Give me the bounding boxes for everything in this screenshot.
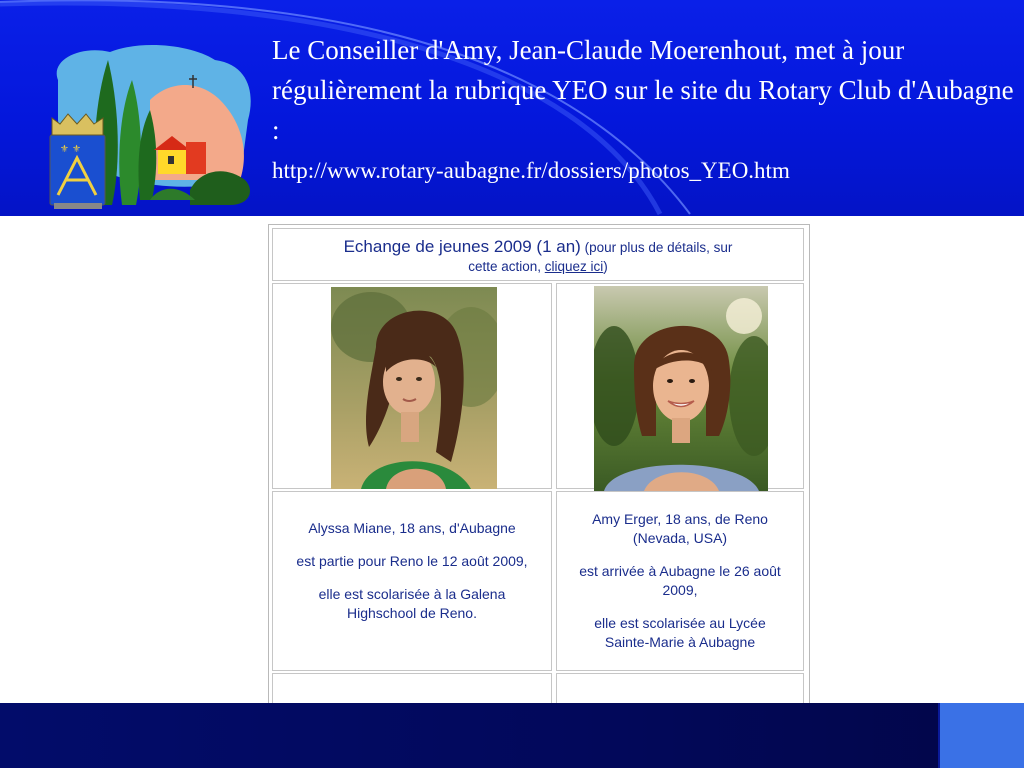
footer-accent-square: [940, 703, 1024, 768]
slide-heading: Le Conseiller d'Amy, Jean-Claude Moerenhout, met à jour régulièrement la rubrique YEO sur le site du Rotary Club d'Aubagne :: [272, 35, 1014, 145]
table-title-note: (pour plus de détails, sur: [580, 240, 733, 255]
bio-alyssa-line2: est partie pour Reno le 12 août 2009,: [296, 553, 528, 569]
table-title-note-suffix: ): [603, 259, 608, 274]
photo-cell-amy: [556, 283, 804, 489]
empty-cell-right: [556, 673, 804, 706]
svg-text:⚜ ⚜: ⚜ ⚜: [60, 144, 82, 155]
table-title-cell: [272, 228, 804, 281]
web-table: [268, 224, 810, 706]
bio-cell-amy: [556, 491, 804, 671]
bio-amy-line2: est arrivée à Aubagne le 26 août 2009,: [579, 563, 781, 598]
aubagne-coat-of-arms-logo: [40, 40, 265, 215]
empty-cell-left: [272, 673, 552, 706]
slide-header: [0, 0, 1024, 216]
bio-alyssa-line1: Alyssa Miane, 18 ans, d'Aubagne: [308, 520, 516, 536]
portrait-amy-photo: [594, 286, 768, 491]
bio-amy-line3: elle est scolarisée au Lycée Sainte-Marie à Aubagne: [594, 615, 766, 650]
bio-amy-line1: Amy Erger, 18 ans, de Reno (Nevada, USA): [592, 511, 768, 546]
table-title: Echange de jeunes 2009 (1 an): [343, 237, 581, 256]
slide-url: http://www.rotary-aubagne.fr/dossiers/photos_YEO.htm: [272, 158, 790, 183]
photo-cell-alyssa: [272, 283, 552, 489]
details-link[interactable]: cliquez ici: [544, 259, 604, 274]
bio-amy: [557, 510, 803, 666]
slide-footer: [0, 703, 1024, 768]
bio-alyssa: [273, 519, 551, 637]
bio-cell-alyssa: [272, 491, 552, 671]
bio-alyssa-line3: elle est scolarisée à la Galena Highschool de Reno.: [318, 586, 506, 621]
portrait-alyssa-photo: [331, 287, 497, 489]
table-title-note-line2: cette action,: [468, 259, 545, 274]
